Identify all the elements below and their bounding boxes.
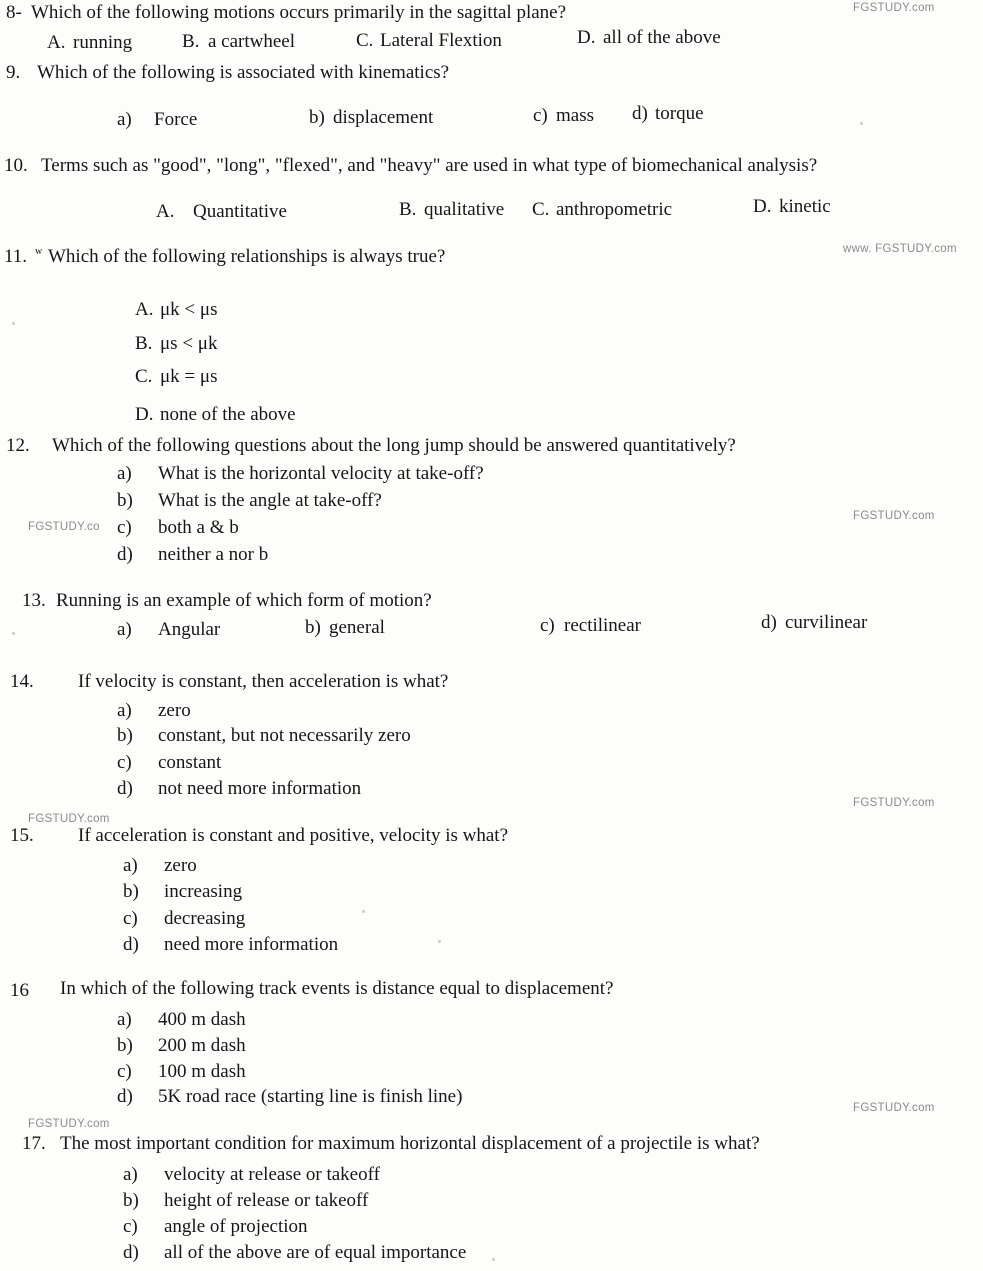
question-8-option-c-label[interactable]: C. [356, 30, 374, 51]
question-14-option-d-label[interactable]: d) [117, 778, 133, 799]
question-12-option-a-label[interactable]: a) [117, 463, 132, 484]
question-13-option-c-text[interactable]: rectilinear [564, 615, 642, 636]
question-13-option-b-text[interactable]: general [329, 617, 385, 638]
question-10-option-d-label[interactable]: D. [753, 196, 772, 217]
question-13-option-c-label[interactable]: c) [540, 615, 555, 636]
question-15-option-b-text[interactable]: increasing [164, 881, 243, 902]
question-17-text: The most important condition for maximum horizontal displacement of a projectile is what? [60, 1133, 760, 1154]
question-17-option-d-text[interactable]: all of the above are of equal importance [164, 1242, 467, 1263]
question-10-option-b-label[interactable]: B. [399, 199, 417, 220]
question-13-option-a-text[interactable]: Angular [158, 619, 221, 640]
question-16-option-b-text[interactable]: 200 m dash [158, 1035, 246, 1056]
question-16-option-c-label[interactable]: c) [117, 1061, 132, 1082]
question-8-option-d-text[interactable]: all of the above [603, 27, 721, 48]
watermark-bottom-left: FGSTUDY.com [28, 1118, 110, 1130]
question-17-option-b-label[interactable]: b) [123, 1190, 139, 1211]
question-10-option-a-label[interactable]: A. [156, 201, 175, 222]
question-16-option-c-text[interactable]: 100 m dash [158, 1061, 246, 1082]
question-12-option-c-label[interactable]: c) [117, 517, 132, 538]
question-9-option-d-label[interactable]: d) [632, 103, 648, 124]
question-12-option-d-label[interactable]: d) [117, 544, 133, 565]
question-16-option-a-label[interactable]: a) [117, 1009, 132, 1030]
watermark-mid-right: FGSTUDY.com [853, 510, 935, 522]
question-16-option-d-text[interactable]: 5K road race (starting line is finish line) [158, 1086, 463, 1107]
question-14-option-c-text[interactable]: constant [158, 752, 222, 773]
scan-speck [12, 632, 15, 635]
question-10-text: Terms such as "good", "long", "flexed", and "heavy" are used in what type of biomechanical analysis? [41, 155, 818, 176]
question-8-option-d-label[interactable]: D. [577, 27, 596, 48]
scan-speck [12, 322, 15, 325]
question-13-option-b-label[interactable]: b) [305, 617, 321, 638]
question-14-number: 14. [10, 671, 34, 692]
watermark-lower-left: FGSTUDY.com [28, 813, 110, 825]
question-15-option-c-text[interactable]: decreasing [164, 908, 246, 929]
question-16-number: 16 [10, 980, 29, 1001]
question-12-text: Which of the following questions about the long jump should be answered quantitatively? [52, 435, 736, 456]
question-14-option-b-text[interactable]: constant, but not necessarily zero [158, 725, 411, 746]
question-15-option-a-text[interactable]: zero [164, 855, 197, 876]
question-13-text: Running is an example of which form of motion? [56, 590, 432, 611]
question-9-option-c-text[interactable]: mass [556, 105, 594, 126]
question-17-option-a-text[interactable]: velocity at release or takeoff [164, 1164, 380, 1185]
question-11-option-c-label[interactable]: C. [135, 366, 153, 387]
scan-speck [492, 1258, 495, 1261]
question-12-option-d-text[interactable]: neither a nor b [158, 544, 269, 565]
question-15-option-a-label[interactable]: a) [123, 855, 138, 876]
question-16-text: In which of the following track events is distance equal to displacement? [60, 978, 614, 999]
question-13-option-a-label[interactable]: a) [117, 619, 132, 640]
question-17-number: 17. [22, 1133, 46, 1154]
question-12-option-b-label[interactable]: b) [117, 490, 133, 511]
watermark-lower-right: FGSTUDY.com [853, 797, 935, 809]
question-10-option-a-text[interactable]: Quantitative [193, 201, 287, 222]
question-15-option-b-label[interactable]: b) [123, 881, 139, 902]
question-13-option-d-text[interactable]: curvilinear [785, 612, 868, 633]
watermark-url: www. FGSTUDY.com [843, 243, 957, 255]
question-14-text: If velocity is constant, then acceleration is what? [78, 671, 449, 692]
question-14-option-b-label[interactable]: b) [117, 725, 133, 746]
question-10-option-c-text[interactable]: anthropometric [556, 199, 673, 220]
question-17-option-c-text[interactable]: angle of projection [164, 1216, 308, 1237]
question-11-option-b-label[interactable]: B. [135, 333, 153, 354]
question-17-option-a-label[interactable]: a) [123, 1164, 138, 1185]
question-15-option-d-text[interactable]: need more information [164, 934, 339, 955]
question-11-stray-mark: w [35, 246, 43, 257]
question-9-option-c-label[interactable]: c) [533, 105, 548, 126]
question-11-option-b-text[interactable]: μs < μk [160, 333, 218, 354]
question-12-option-b-text[interactable]: What is the angle at take-off? [158, 490, 382, 511]
question-11-text: Which of the following relationships is always true? [48, 246, 446, 267]
question-8-option-a-text[interactable]: running [73, 32, 133, 53]
question-14-option-a-label[interactable]: a) [117, 700, 132, 721]
scan-speck [438, 940, 441, 943]
question-16-option-a-text[interactable]: 400 m dash [158, 1009, 246, 1030]
question-11-option-d-text[interactable]: none of the above [160, 404, 296, 425]
question-8-number: 8- [6, 2, 22, 23]
question-9-number: 9. [6, 62, 21, 83]
watermark-top-right: FGSTUDY.com [853, 2, 935, 14]
question-17-option-d-label[interactable]: d) [123, 1242, 139, 1263]
question-10-option-d-text[interactable]: kinetic [779, 196, 831, 217]
question-11-option-d-label[interactable]: D. [135, 404, 154, 425]
question-10-number: 10. [4, 155, 28, 176]
question-12-option-a-text[interactable]: What is the horizontal velocity at take-off? [158, 463, 484, 484]
question-16-option-d-label[interactable]: d) [117, 1086, 133, 1107]
question-8-option-c-text[interactable]: Lateral Flextion [380, 30, 502, 51]
question-14-option-c-label[interactable]: c) [117, 752, 132, 773]
question-10-option-b-text[interactable]: qualitative [424, 199, 505, 220]
question-8-text: Which of the following motions occurs primarily in the sagittal plane? [31, 2, 567, 23]
question-12-number: 12. [6, 435, 30, 456]
question-15-text: If acceleration is constant and positive, velocity is what? [78, 825, 508, 846]
watermark-bottom-right: FGSTUDY.com [853, 1102, 935, 1114]
question-11-number: 11. [4, 246, 28, 267]
scan-speck [860, 122, 863, 125]
question-8-option-a-label[interactable]: A. [47, 32, 66, 53]
question-15-number: 15. [10, 825, 34, 846]
question-9-option-b-text[interactable]: displacement [333, 107, 434, 128]
question-15-option-d-label[interactable]: d) [123, 934, 139, 955]
question-9-text: Which of the following is associated with kinematics? [37, 62, 450, 83]
question-11-option-c-text[interactable]: μk = μs [160, 366, 218, 387]
question-13-option-d-label[interactable]: d) [761, 612, 777, 633]
question-13-number: 13. [22, 590, 46, 611]
question-17-option-b-text[interactable]: height of release or takeoff [164, 1190, 369, 1211]
question-9-option-d-text[interactable]: torque [655, 103, 704, 124]
watermark-mid-left: FGSTUDY.co [28, 521, 100, 533]
question-9-option-a-text[interactable]: Force [154, 109, 198, 130]
question-8-option-b-label[interactable]: B. [182, 31, 200, 52]
question-10-option-c-label[interactable]: C. [532, 199, 550, 220]
question-8-option-b-text[interactable]: a cartwheel [208, 31, 296, 52]
question-12-option-c-text[interactable]: both a & b [158, 517, 239, 538]
question-11-option-a-label[interactable]: A. [135, 299, 154, 320]
question-9-option-a-label[interactable]: a) [117, 109, 132, 130]
question-9-option-b-label[interactable]: b) [309, 107, 325, 128]
question-15-option-c-label[interactable]: c) [123, 908, 138, 929]
scan-speck [362, 910, 365, 913]
question-17-option-c-label[interactable]: c) [123, 1216, 138, 1237]
question-14-option-a-text[interactable]: zero [158, 700, 191, 721]
question-14-option-d-text[interactable]: not need more information [158, 778, 362, 799]
question-16-option-b-label[interactable]: b) [117, 1035, 133, 1056]
question-11-option-a-text[interactable]: μk < μs [160, 299, 218, 320]
